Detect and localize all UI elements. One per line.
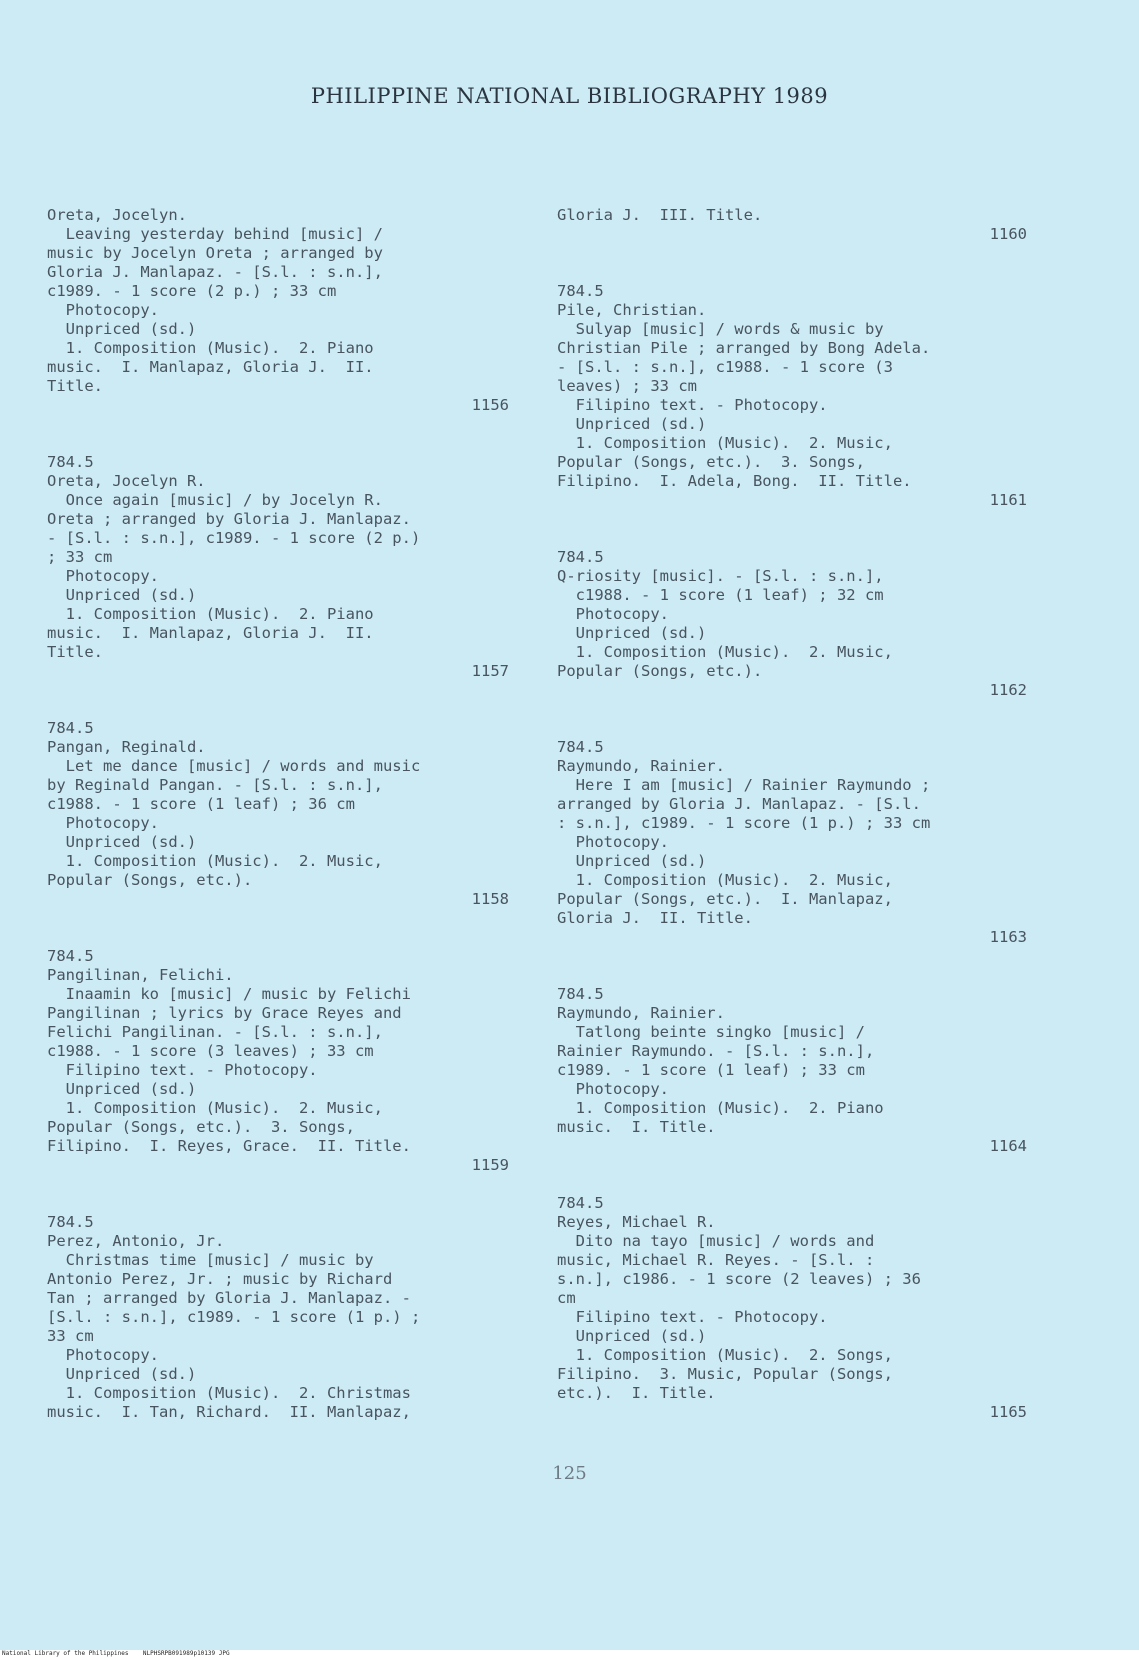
entry-line: Reyes, Michael R. [557, 1213, 716, 1231]
entry-number: 1161 [989, 491, 1027, 509]
entry-line: Rainier Raymundo. - [S.l. : s.n.], [557, 1042, 875, 1060]
entry-line: Unpriced (sd.) [557, 624, 707, 642]
entry-line: Dito na tayo [music] / words and [557, 1232, 875, 1250]
entry-line: - [S.l. : s.n.], c1988. - 1 score (3 [557, 358, 893, 376]
entry-line: 1. Composition (Music). 2. Music, [47, 1099, 383, 1117]
bibliography-entry [557, 738, 1027, 947]
bibliography-entry [47, 453, 509, 681]
entry-line: Photocopy. [557, 605, 669, 623]
entry-line: 1. Composition (Music). 2. Piano [47, 605, 374, 623]
entry-line: 1. Composition (Music). 2. Music, [557, 643, 893, 661]
page-title: PHILIPPINE NATIONAL BIBLIOGRAPHY 1989 [310, 84, 829, 108]
entry-line: 1. Composition (Music). 2. Music, [557, 871, 893, 889]
entry-line: s.n.], c1986. - 1 score (2 leaves) ; 36 [557, 1270, 921, 1288]
entry-line: Pile, Christian. [557, 301, 707, 319]
entry-line: cm [557, 1289, 576, 1307]
entry-line: Filipino. I. Adela, Bong. II. Title. [557, 472, 912, 490]
entry-line: 33 cm [47, 1327, 94, 1345]
entry-line: Once again [music] / by Jocelyn R. [47, 491, 383, 509]
entry-line: arranged by Gloria J. Manlapaz. - [S.l. [557, 795, 921, 813]
entry-line: by Reginald Pangan. - [S.l. : s.n.], [47, 776, 383, 794]
entry-line: Unpriced (sd.) [47, 586, 197, 604]
entry-line: 1. Composition (Music). 2. Music, [557, 434, 893, 452]
bibliography-entry [557, 985, 1027, 1156]
entry-line: Raymundo, Rainier. [557, 1004, 725, 1022]
entry-line: Inaamin ko [music] / music by Felichi [47, 985, 411, 1003]
entry-line: : s.n.], c1989. - 1 score (1 p.) ; 33 cm [557, 814, 931, 832]
entry-line: Title. [47, 377, 103, 395]
entry-line: Raymundo, Rainier. [557, 757, 725, 775]
entry-line: 1. Composition (Music). 2. Music, [47, 852, 383, 870]
entry-line: Popular (Songs, etc.). 3. Songs, [557, 453, 865, 471]
entry-line: 784.5 [557, 548, 604, 566]
entry-line: Christmas time [music] / music by [47, 1251, 374, 1269]
entry-number: 1160 [989, 225, 1027, 243]
entry-line: 784.5 [47, 947, 94, 965]
entry-line: Filipino. 3. Music, Popular (Songs, [557, 1365, 893, 1383]
entry-number: 1157 [471, 662, 509, 680]
entry-line: Sulyap [music] / words & music by [557, 320, 884, 338]
entry-line: music. I. Manlapaz, Gloria J. II. [47, 358, 374, 376]
entry-line: Unpriced (sd.) [47, 1080, 197, 1098]
entry-line: Pangilinan, Felichi. [47, 966, 234, 984]
entry-line: Let me dance [music] / words and music [47, 757, 421, 775]
entry-line: Felichi Pangilinan. - [S.l. : s.n.], [47, 1023, 383, 1041]
entry-line: c1988. - 1 score (1 leaf) ; 36 cm [47, 795, 355, 813]
entry-line: Gloria J. Manlapaz. - [S.l. : s.n.], [47, 263, 383, 281]
entry-line: Unpriced (sd.) [47, 833, 197, 851]
entry-line: Filipino. I. Reyes, Grace. II. Title. [47, 1137, 411, 1155]
entry-line: 784.5 [557, 282, 604, 300]
entry-line: 1. Composition (Music). 2. Songs, [557, 1346, 893, 1364]
entry-line: music. I. Manlapaz, Gloria J. II. [47, 624, 374, 642]
entry-line: Tatlong beinte singko [music] / [557, 1023, 865, 1041]
entry-line: 784.5 [47, 719, 94, 737]
entry-line: Here I am [music] / Rainier Raymundo ; [557, 776, 931, 794]
entry-line: Leaving yesterday behind [music] / [47, 225, 383, 243]
entry-number: 1156 [471, 396, 509, 414]
entry-line: Photocopy. [557, 833, 669, 851]
entry-number: 1158 [471, 890, 509, 908]
entry-line: c1989. - 1 score (1 leaf) ; 33 cm [557, 1061, 865, 1079]
entry-number: 1162 [989, 681, 1027, 699]
entry-line: Popular (Songs, etc.). [557, 662, 763, 680]
entry-line: Popular (Songs, etc.). I. Manlapaz, [557, 890, 893, 908]
entry-line: 1. Composition (Music). 2. Piano [47, 339, 374, 357]
entry-line: Q-riosity [music]. - [S.l. : s.n.], [557, 567, 884, 585]
bibliography-entry [47, 1213, 509, 1422]
entry-line: etc.). I. Title. [557, 1384, 716, 1402]
entry-line: music by Jocelyn Oreta ; arranged by [47, 244, 383, 262]
bibliography-entry [47, 206, 509, 415]
entry-line: 784.5 [47, 453, 94, 471]
page-number: 125 [552, 1463, 587, 1484]
entry-line: Photocopy. [557, 1080, 669, 1098]
entry-line: ; 33 cm [47, 548, 113, 566]
entry-line: Filipino text. - Photocopy. [557, 396, 828, 414]
left-column [47, 206, 509, 1460]
entry-line: Oreta, Jocelyn. [47, 206, 187, 224]
right-column [557, 206, 1027, 1460]
entry-line: 784.5 [47, 1213, 94, 1231]
entry-line: c1988. - 1 score (1 leaf) ; 32 cm [557, 586, 884, 604]
entry-line: [S.l. : s.n.], c1989. - 1 score (1 p.) ; [47, 1308, 421, 1326]
entry-line: 784.5 [557, 1194, 604, 1212]
entry-line: Oreta ; arranged by Gloria J. Manlapaz. [47, 510, 411, 528]
entry-line: Unpriced (sd.) [557, 852, 707, 870]
entry-line: Photocopy. [47, 1346, 159, 1364]
entry-line: Unpriced (sd.) [47, 320, 197, 338]
entry-line: Pangan, Reginald. [47, 738, 206, 756]
entry-line: Photocopy. [47, 567, 159, 585]
entry-line: Popular (Songs, etc.). [47, 871, 253, 889]
entry-line: 784.5 [557, 738, 604, 756]
entry-line: music. I. Tan, Richard. II. Manlapaz, [47, 1403, 411, 1421]
entry-line: music. I. Title. [557, 1118, 716, 1136]
entry-line: Gloria J. III. Title. [557, 206, 763, 224]
entry-line: Perez, Antonio, Jr. [47, 1232, 225, 1250]
entry-number: 1159 [471, 1156, 509, 1174]
entry-line: Popular (Songs, etc.). 3. Songs, [47, 1118, 355, 1136]
scan-footer: National Library of the Philippines NLPHSRPB091989p10139 JPG [0, 1650, 1139, 1658]
entry-line: Oreta, Jocelyn R. [47, 472, 206, 490]
entry-line: Filipino text. - Photocopy. [557, 1308, 828, 1326]
entry-line: Tan ; arranged by Gloria J. Manlapaz. - [47, 1289, 411, 1307]
entry-line: Unpriced (sd.) [47, 1365, 197, 1383]
entry-line: Gloria J. II. Title. [557, 909, 753, 927]
bibliography-entry [47, 719, 509, 909]
entry-line: c1989. - 1 score (2 p.) ; 33 cm [47, 282, 337, 300]
entry-line: Filipino text. - Photocopy. [47, 1061, 318, 1079]
entry-line: 784.5 [557, 985, 604, 1003]
entry-line: c1988. - 1 score (3 leaves) ; 33 cm [47, 1042, 374, 1060]
entry-line: Photocopy. [47, 301, 159, 319]
entry-line: Christian Pile ; arranged by Bong Adela. [557, 339, 931, 357]
bibliography-entry [47, 947, 509, 1175]
entry-line: Title. [47, 643, 103, 661]
entry-line: - [S.l. : s.n.], c1989. - 1 score (2 p.) [47, 529, 421, 547]
entry-line: Photocopy. [47, 814, 159, 832]
entry-line: Unpriced (sd.) [557, 1327, 707, 1345]
entry-line: music, Michael R. Reyes. - [S.l. : [557, 1251, 875, 1269]
entry-line: Pangilinan ; lyrics by Grace Reyes and [47, 1004, 402, 1022]
entry-line: Unpriced (sd.) [557, 415, 707, 433]
entry-number: 1165 [989, 1403, 1027, 1421]
bibliography-entry [557, 206, 1027, 244]
entry-line: leaves) ; 33 cm [557, 377, 697, 395]
bibliography-entry [557, 282, 1027, 510]
bibliography-entry [557, 548, 1027, 700]
bibliography-entry [557, 1194, 1027, 1422]
entry-line: 1. Composition (Music). 2. Christmas [47, 1384, 411, 1402]
entry-line: 1. Composition (Music). 2. Piano [557, 1099, 884, 1117]
entry-line: Antonio Perez, Jr. ; music by Richard [47, 1270, 393, 1288]
entry-number: 1163 [989, 928, 1027, 946]
entry-number: 1164 [989, 1137, 1027, 1155]
